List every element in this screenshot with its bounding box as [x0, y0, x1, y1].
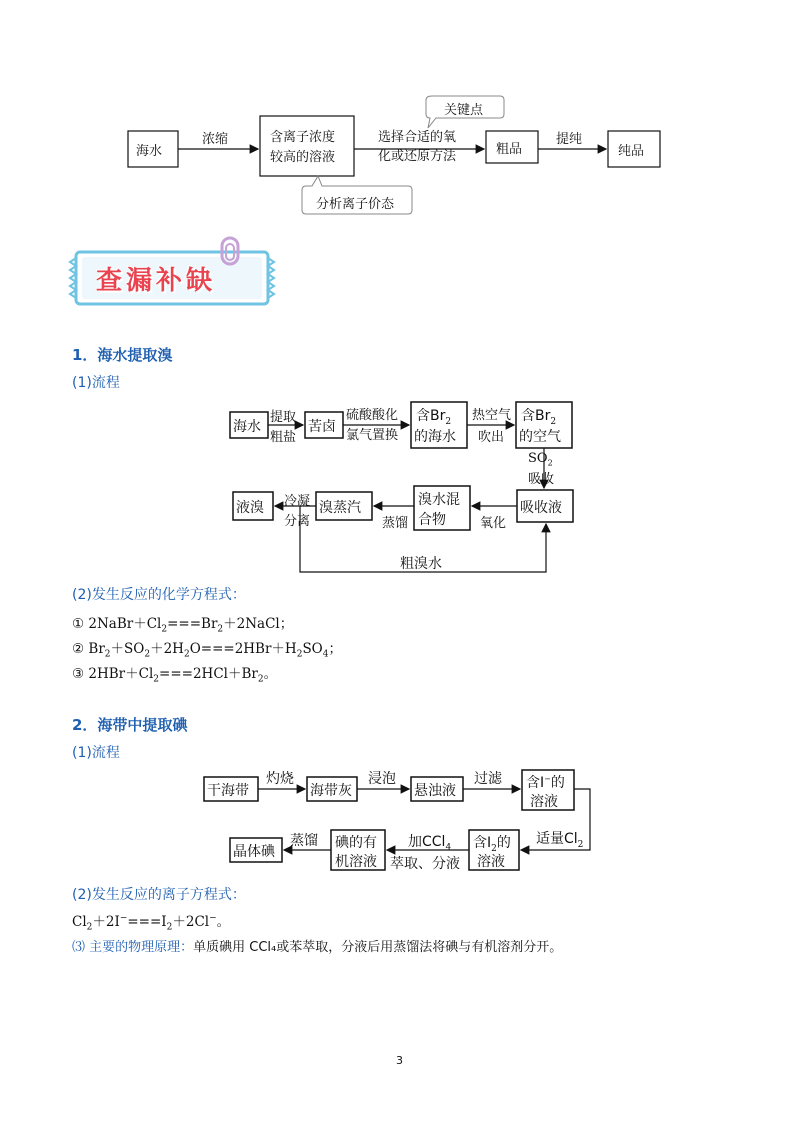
flow-acidify-1: 硫酸酸化: [346, 408, 399, 423]
flow-liquid-br: 液溴: [236, 500, 264, 516]
iflow-iodide-2: 溶液: [530, 794, 558, 810]
flow-salt: 粗盐: [270, 430, 297, 445]
flow-br2-air-1: 含$Br_2$: [521, 408, 557, 427]
flow-extract: 提取: [270, 410, 297, 425]
section1-eq-label: (2)发生反应的化学方程式：: [72, 587, 246, 603]
iflow-dry-kelp: 干海带: [207, 783, 249, 799]
flow-acidify-2: 氯气置换: [346, 428, 399, 443]
iflow-suspension: 悬浊液: [414, 783, 456, 799]
section2-eq-label: (2)发生反应的离子方程式：: [72, 887, 246, 903]
section1-title: 1．海水提取溴: [72, 346, 173, 364]
iflow-organic-1: 碘的有: [335, 835, 377, 851]
label-concentrate: 浓缩: [202, 132, 229, 147]
iflow-distill: 蒸馏: [290, 833, 318, 849]
flow-so2: $SO_2$: [528, 451, 553, 468]
flow-vapor: 溴蒸汽: [319, 500, 361, 516]
iflow-extract: 萃取、分液: [390, 856, 460, 872]
label-pure: 纯品: [618, 144, 645, 159]
flow-mixture-2: 合物: [418, 512, 446, 528]
iflow-organic-2: 机溶液: [335, 854, 377, 870]
principle-text: ⑶ 主要的物理原理：单质碘用 CCl₄或苯萃取，分液后用蒸馏法将碘与有机溶剂分开。: [72, 940, 563, 955]
iflow-burn: 灼烧: [266, 771, 294, 787]
iflow-crystal: 晶体碘: [233, 844, 275, 860]
flow-br2-water-2: 的海水: [414, 429, 456, 445]
callout-valence-text: 分析离子价态: [316, 197, 395, 212]
iflow-cl2: 适量$Cl_2$: [536, 831, 584, 850]
flow-condense-2: 分离: [284, 514, 311, 529]
equation-3: ③ $2HBr+Cl_2===2HCl+Br_2$。: [72, 666, 278, 685]
label-high-conc-1: 含离子浓度: [270, 130, 336, 145]
flow-seawater: 海水: [233, 419, 261, 435]
label-method-2: 化或还原方法: [378, 149, 457, 164]
equation-2: ② $Br_2+SO_2+2H_2O===2HBr+H_2SO_4$；: [72, 641, 342, 660]
section2-flow-label: (1)流程: [72, 745, 120, 761]
label-purify: 提纯: [556, 132, 583, 147]
flow-blow: 吹出: [478, 430, 505, 445]
flow-crude-br: 粗溴水: [400, 556, 442, 572]
equation-1: ① $2NaBr+Cl_2===Br_2+2NaCl$；: [72, 616, 294, 635]
page-number: 3: [396, 1054, 403, 1067]
iflow-filter: 过滤: [474, 771, 502, 787]
iflow-iodide-1: 含I−的: [526, 774, 565, 791]
callout-key-text: 关键点: [444, 103, 484, 118]
flow-br2-water-1: 含$Br_2$: [416, 408, 452, 427]
label-method-1: 选择合适的氧: [378, 130, 457, 145]
label-seawater: 海水: [136, 144, 163, 159]
iflow-i2-2: 溶液: [477, 854, 505, 870]
section1-flow-label: (1)流程: [72, 375, 120, 391]
flow-hot-air: 热空气: [472, 408, 512, 423]
principle-body: 单质碘用 CCl₄或苯萃取，分液后用蒸馏法将碘与有机溶剂分开。: [193, 940, 563, 955]
flow-distill: 蒸馏: [382, 516, 409, 531]
iflow-i2-1: 含$I_2$的: [473, 835, 511, 854]
flow-br2-air-2: 的空气: [519, 429, 561, 445]
banner-title: 查漏补缺: [96, 266, 217, 296]
section2-title: 2．海带中提取碘: [72, 716, 188, 734]
label-crude: 粗品: [496, 142, 523, 157]
iflow-ccl4: 加CCl$_4$: [408, 834, 452, 853]
flow-condense-1: 冷凝: [284, 494, 311, 509]
flow-so2-absorb: 吸收: [528, 472, 555, 487]
iflow-ash: 海带灰: [310, 783, 352, 799]
flow-mixture-1: 溴水混: [418, 492, 460, 508]
flow-bittern: 苦卤: [308, 419, 336, 435]
label-high-conc-2: 较高的溶液: [270, 150, 336, 165]
flow-absorb: 吸收液: [520, 500, 562, 516]
iflow-soak: 浸泡: [368, 771, 396, 787]
ion-equation: $Cl_2+2I^-===I_2+2Cl^-$。: [72, 913, 231, 933]
flow-oxidize: 氧化: [480, 516, 507, 531]
